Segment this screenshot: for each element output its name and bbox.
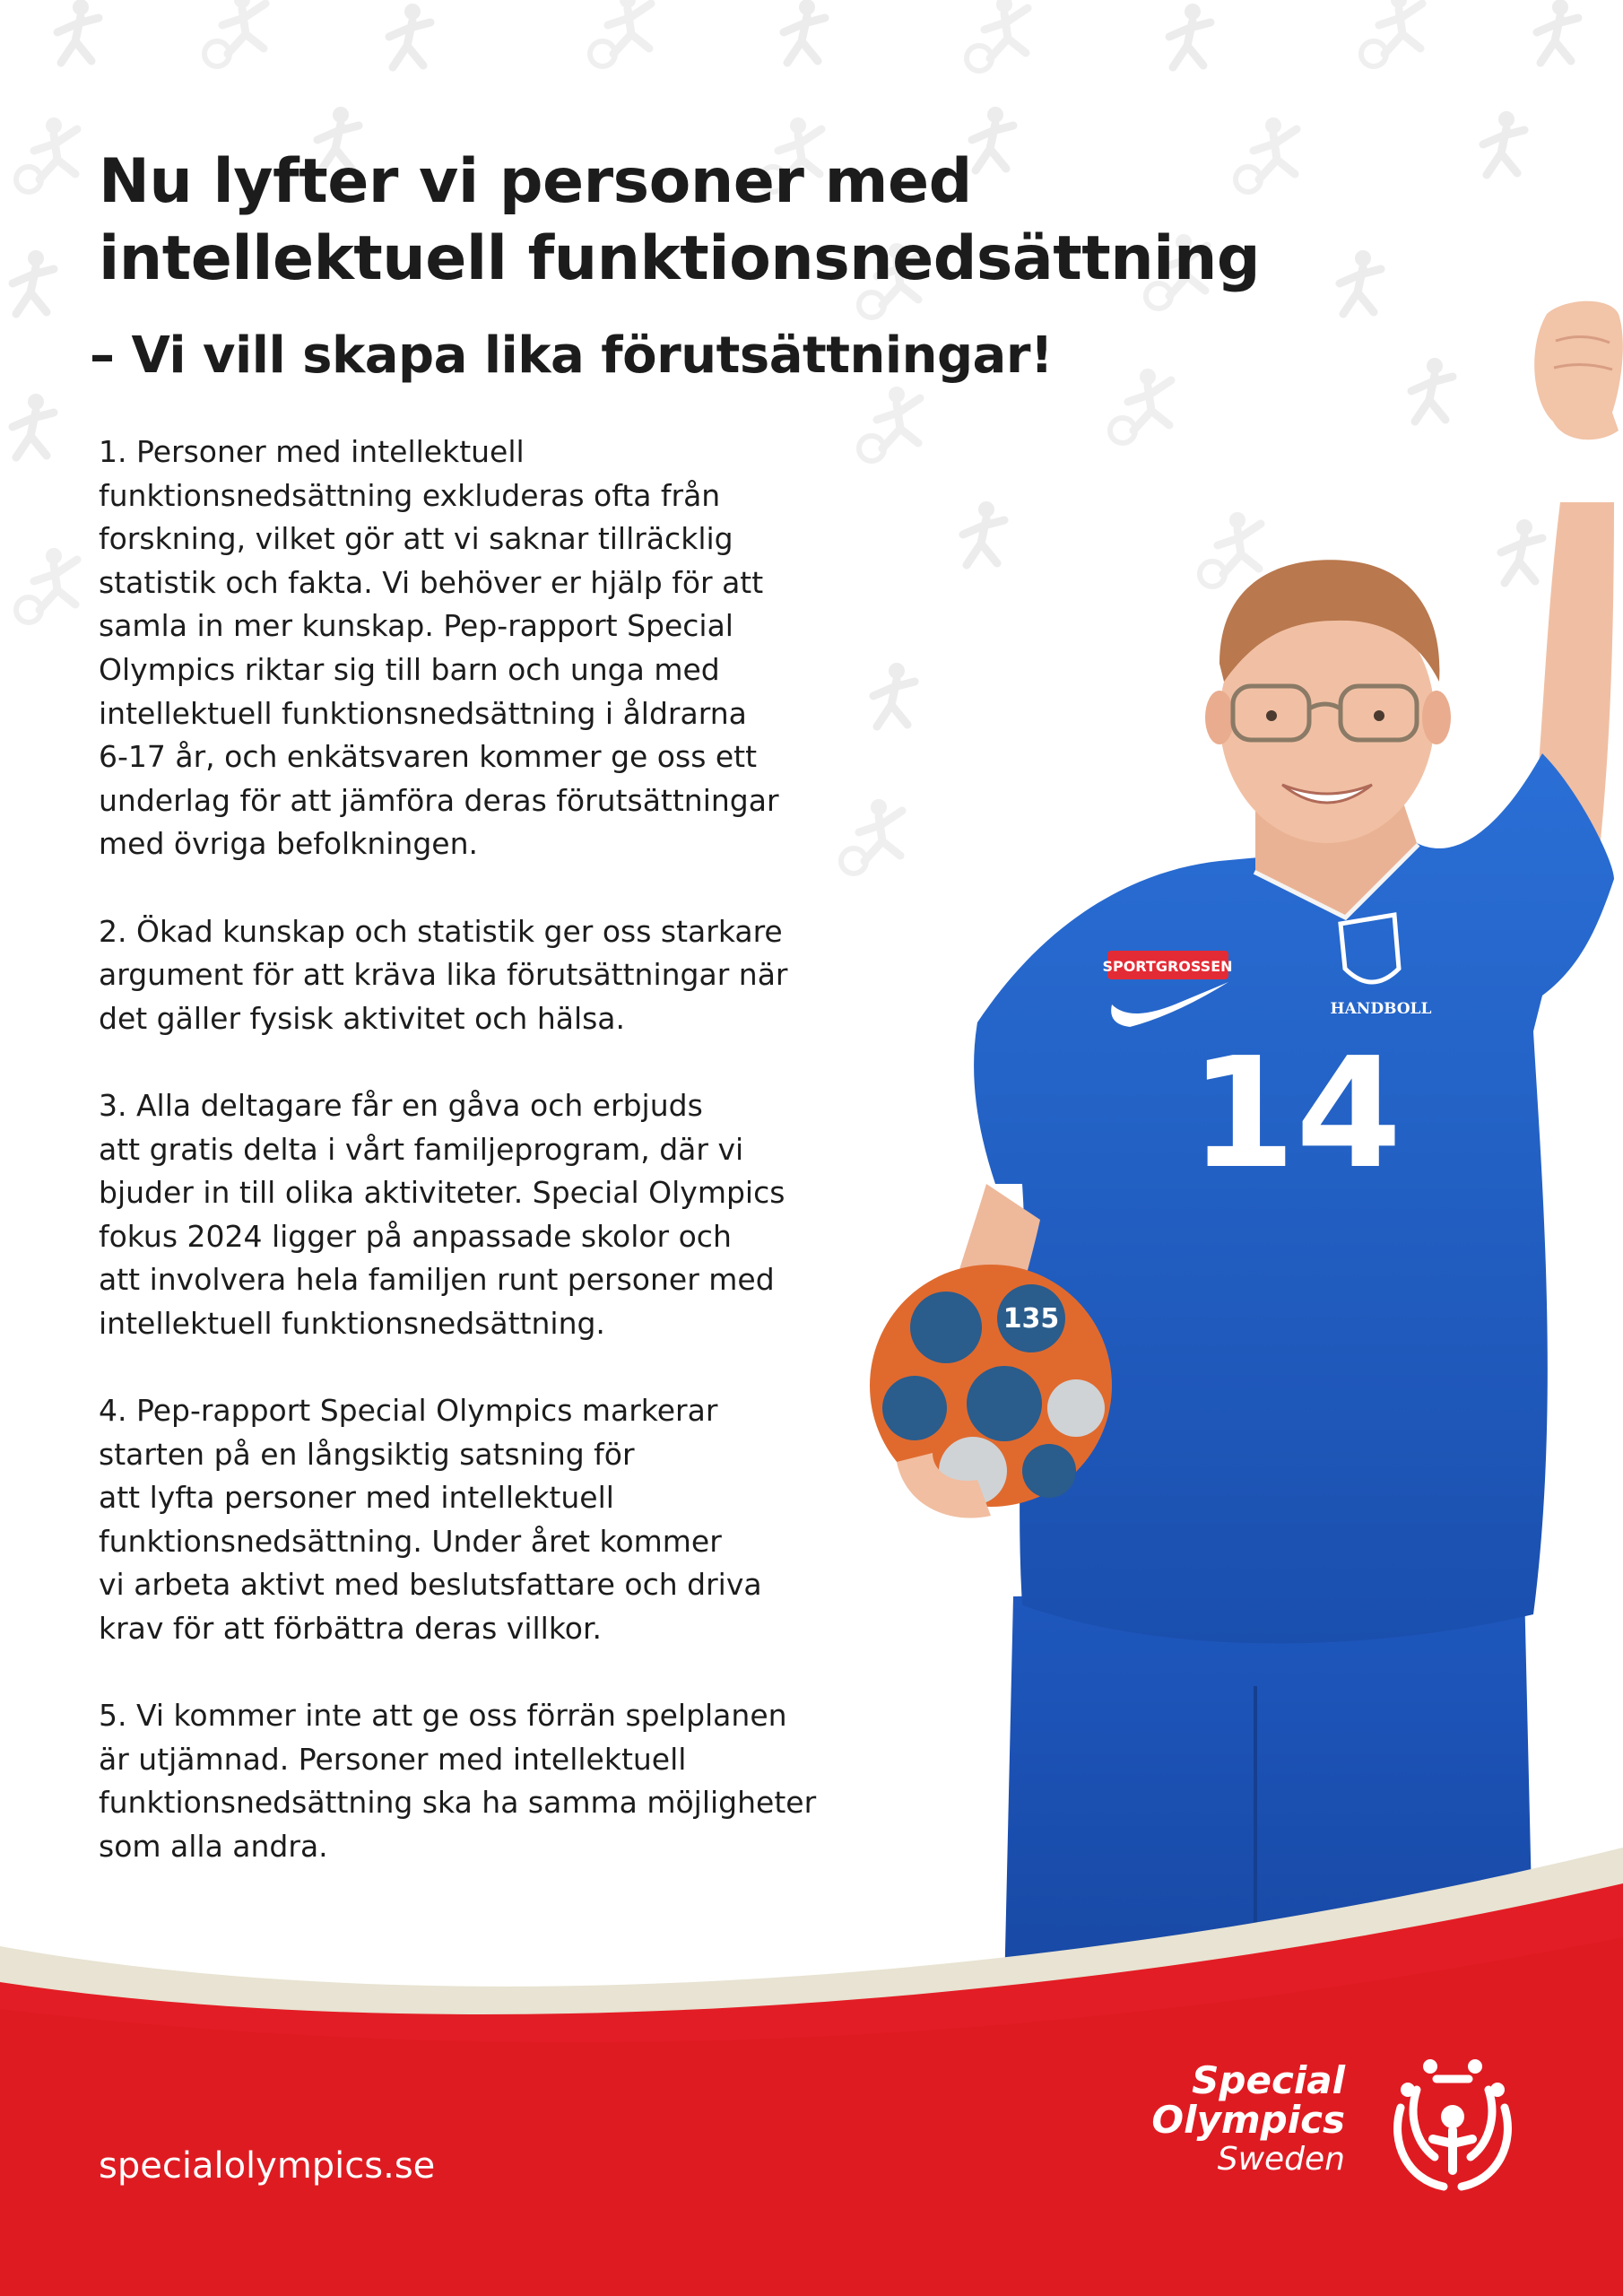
text-line: att involvera hela familjen runt personer med — [99, 1262, 775, 1298]
text-line: intellektuell funktionsnedsättning. — [99, 1305, 605, 1341]
text-line: att lyfta personer med intellektuell — [99, 1480, 614, 1516]
text-line: med övriga befolkningen. — [99, 826, 478, 862]
text-line: 4. Pep-rapport Special Olympics markerar — [99, 1393, 718, 1429]
text-line: Olympics riktar sig till barn och unga med — [99, 651, 720, 687]
text-line: intellektuell funktionsnedsättning i åldrarna — [99, 695, 747, 731]
headline-line-1: Nu lyfter vi personer med — [99, 146, 972, 217]
text-line: är utjämnad. Personer med intellektuell — [99, 1741, 687, 1777]
text-line: som alla andra. — [99, 1829, 328, 1864]
raised-fist — [1534, 301, 1623, 439]
logo-text — [1151, 2058, 1345, 2179]
club-text: HANDBOLL — [1330, 1000, 1432, 1018]
text-line: argument för att kräva lika förutsättningar när — [99, 957, 788, 993]
special-olympics-emblem-icon — [1381, 2054, 1524, 2197]
paragraph-4 — [99, 1389, 843, 1651]
logo-line-2: Olympics — [1151, 2098, 1345, 2142]
website-link[interactable]: specialolympics.se — [99, 2145, 436, 2187]
headline-line-2: intellektuell funktionsnedsättning — [99, 223, 1261, 294]
text-line: forskning, vilket gör att vi saknar tillräcklig — [99, 521, 733, 557]
text-line: 6-17 år, och enkätsvaren kommer ge oss ett — [99, 739, 758, 775]
text-line: fokus 2024 ligger på anpassade skolor och — [99, 1218, 732, 1254]
logo-line-3: Sweden — [1217, 2141, 1345, 2178]
text-line: funktionsnedsättning ska ha samma möjligheter — [99, 1785, 817, 1821]
text-line: funktionsnedsättning exkluderas ofta från — [99, 477, 721, 513]
ball-number: 135 — [1002, 1303, 1060, 1335]
text-line: 2. Ökad kunskap och statistik ger oss starkare — [99, 913, 783, 949]
paragraph-1 — [99, 430, 843, 866]
text-line: samla in mer kunskap. Pep-rapport Special — [99, 608, 733, 644]
headline — [99, 144, 1260, 298]
text-line: 3. Alla deltagare får en gåva och erbjuds — [99, 1087, 703, 1123]
text-line: funktionsnedsättning. Under året kommer — [99, 1523, 722, 1559]
text-line: 1. Personer med intellektuell — [99, 434, 525, 469]
jersey-number: 14 — [1189, 1025, 1402, 1203]
text-line: det gäller fysisk aktivitet och hälsa. — [99, 1000, 626, 1036]
logo-line-1: Special — [1192, 2058, 1345, 2102]
athlete-photo — [753, 287, 1623, 1991]
text-line: att gratis delta i vårt familjeprogram, där vi — [99, 1131, 744, 1167]
special-olympics-logo — [1139, 2054, 1524, 2197]
text-line: statistik och fakta. Vi behöver er hjälp för att — [99, 564, 764, 600]
body-text — [99, 430, 843, 1912]
paragraph-2 — [99, 910, 843, 1041]
text-line: bjuder in till olika aktiviteter. Special Olympics — [99, 1175, 785, 1211]
text-line: underlag för att jämföra deras förutsättningar — [99, 782, 779, 818]
text-line: 5. Vi kommer inte att ge oss förrän spelplanen — [99, 1698, 787, 1734]
paragraph-3 — [99, 1084, 843, 1346]
text-line: starten på en långsiktig satsning för — [99, 1436, 635, 1472]
text-line: vi arbeta aktivt med beslutsfattare och driva — [99, 1567, 762, 1603]
sponsor-text: SPORTGROSSEN — [1102, 958, 1233, 975]
subheadline: – Vi vill skapa lika förutsättningar! — [90, 326, 1053, 385]
text-line: krav för att förbättra deras villkor. — [99, 1611, 602, 1647]
